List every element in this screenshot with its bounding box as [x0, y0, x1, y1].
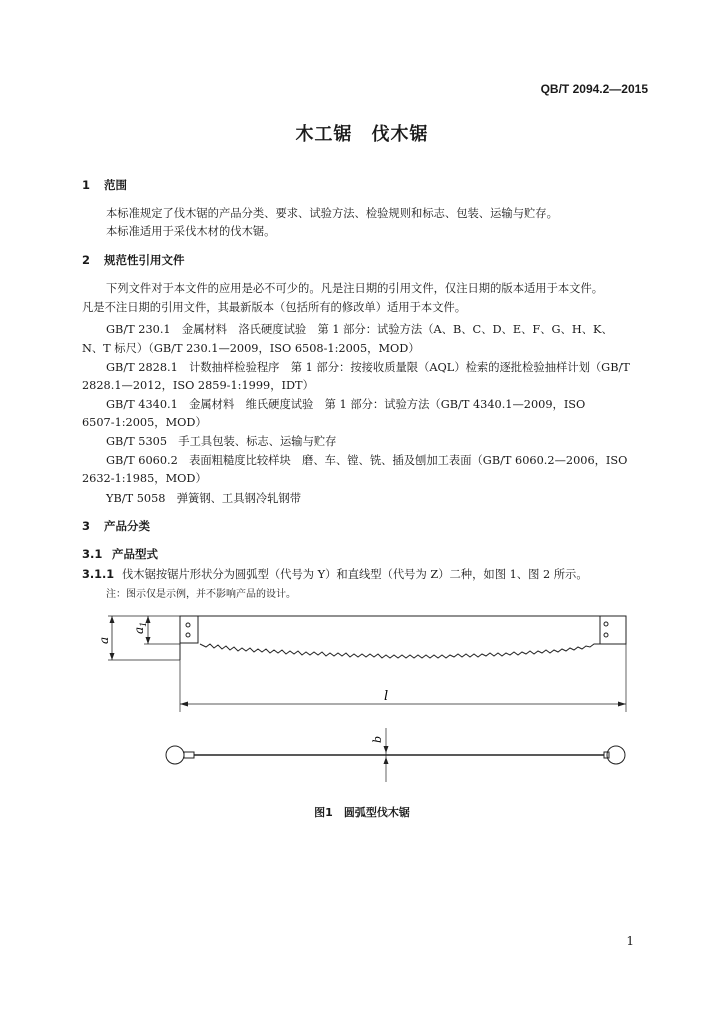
section-3-1-1-text: 伐木锯按锯片形状分为圆弧型（代号为 Y）和直线型（代号为 Z）二种，如图 1、图 2 所示。	[122, 568, 588, 581]
section-3-1-1-paragraph	[82, 566, 588, 582]
arrowhead	[180, 702, 188, 707]
label-a1	[132, 622, 148, 634]
reference-item: GB/T 4340.1 金属材料 维氏硬度试验 第 1 部分：试验方法（GB/T 4340.1—2009，ISO	[106, 398, 586, 411]
label-a1-main: a	[132, 626, 146, 634]
blade-teeth	[200, 644, 600, 658]
section-3-number: 3	[82, 519, 91, 533]
section-2-heading	[82, 252, 185, 268]
side-view-left-clamp	[184, 752, 194, 758]
left-handle-plate	[180, 616, 198, 643]
reference-item: N、T 标尺）（GB/T 230.1—2009，ISO 6508-1:2005，MOD）	[82, 342, 420, 355]
arrowhead	[110, 653, 115, 660]
page-number: 1	[626, 934, 634, 948]
arrowhead	[618, 702, 626, 707]
arrowhead	[384, 757, 389, 764]
reference-item: YB/T 5058 弹簧钢、工具钢冷轧钢带	[106, 492, 302, 505]
right-handle-plate	[600, 616, 626, 644]
standard-number: QB/T 2094.2—2015	[540, 82, 648, 96]
arrowhead	[146, 637, 151, 644]
arrowhead	[384, 746, 389, 753]
section-3-1-number: 3.1	[82, 547, 103, 561]
reference-item: 6507-1:2005，MOD）	[82, 416, 207, 429]
section-3-heading	[82, 518, 150, 534]
rivet-hole	[604, 622, 608, 626]
paragraph: 下列文件对于本文件的应用是必不可少的。凡是注日期的引用文件，仅注日期的版本适用于本文件。	[106, 282, 604, 295]
arrowhead	[110, 616, 115, 623]
document-title: 木工锯 伐木锯	[295, 124, 429, 145]
section-2-number: 2	[82, 253, 91, 267]
section-2-title: 规范性引用文件	[104, 253, 185, 267]
reference-item: 2632-1:1985，MOD）	[82, 472, 207, 485]
section-1-number: 1	[82, 178, 91, 192]
label-l: l	[384, 689, 389, 704]
rivet-hole	[186, 623, 190, 627]
reference-item: 2828.1—2012，ISO 2859-1:1999，IDT）	[82, 379, 314, 392]
label-a1-subscript: 1	[139, 621, 148, 627]
section-3-title: 产品分类	[104, 519, 150, 533]
reference-item: GB/T 230.1 金属材料 洛氏硬度试验 第 1 部分：试验方法（A、B、C、D、E、F、G、H、K、	[106, 323, 613, 336]
paragraph: 凡是不注日期的引用文件，其最新版本（包括所有的修改单）适用于本文件。	[82, 301, 467, 314]
rivet-hole	[604, 633, 608, 637]
section-3-1-heading	[82, 546, 158, 562]
label-b: b	[371, 735, 384, 743]
side-view-left-ring	[166, 746, 184, 764]
paragraph: 本标准适用于采伐木材的伐木锯。	[106, 225, 276, 238]
section-3-1-title: 产品型式	[112, 547, 158, 561]
side-view-right-ring	[607, 746, 625, 764]
reference-item: GB/T 6060.2 表面粗糙度比较样块 磨、车、镗、铣、插及刨加工表面（GB/T 6060.2—2006，ISO	[106, 454, 628, 467]
figure-1-drawing	[0, 600, 724, 800]
section-3-1-1-number: 3.1.1	[82, 568, 115, 581]
paragraph: 本标准规定了伐木锯的产品分类、要求、试验方法、检验规则和标志、包装、运输与贮存。	[106, 207, 558, 220]
section-1-title: 范围	[104, 178, 127, 192]
reference-item: GB/T 2828.1 计数抽样检验程序 第 1 部分：按接收质量限（AQL）检索的逐批检验抽样计划（GB/T	[106, 361, 630, 374]
figure-note: 注：图示仅是示例，并不影响产品的设计。	[106, 589, 296, 600]
section-1-heading	[82, 177, 127, 193]
reference-item: GB/T 5305 手工具包装、标志、运输与贮存	[106, 435, 337, 448]
figure-1-caption: 图1 圆弧型伐木锯	[314, 806, 410, 819]
label-a: a	[97, 636, 111, 644]
rivet-hole	[186, 633, 190, 637]
